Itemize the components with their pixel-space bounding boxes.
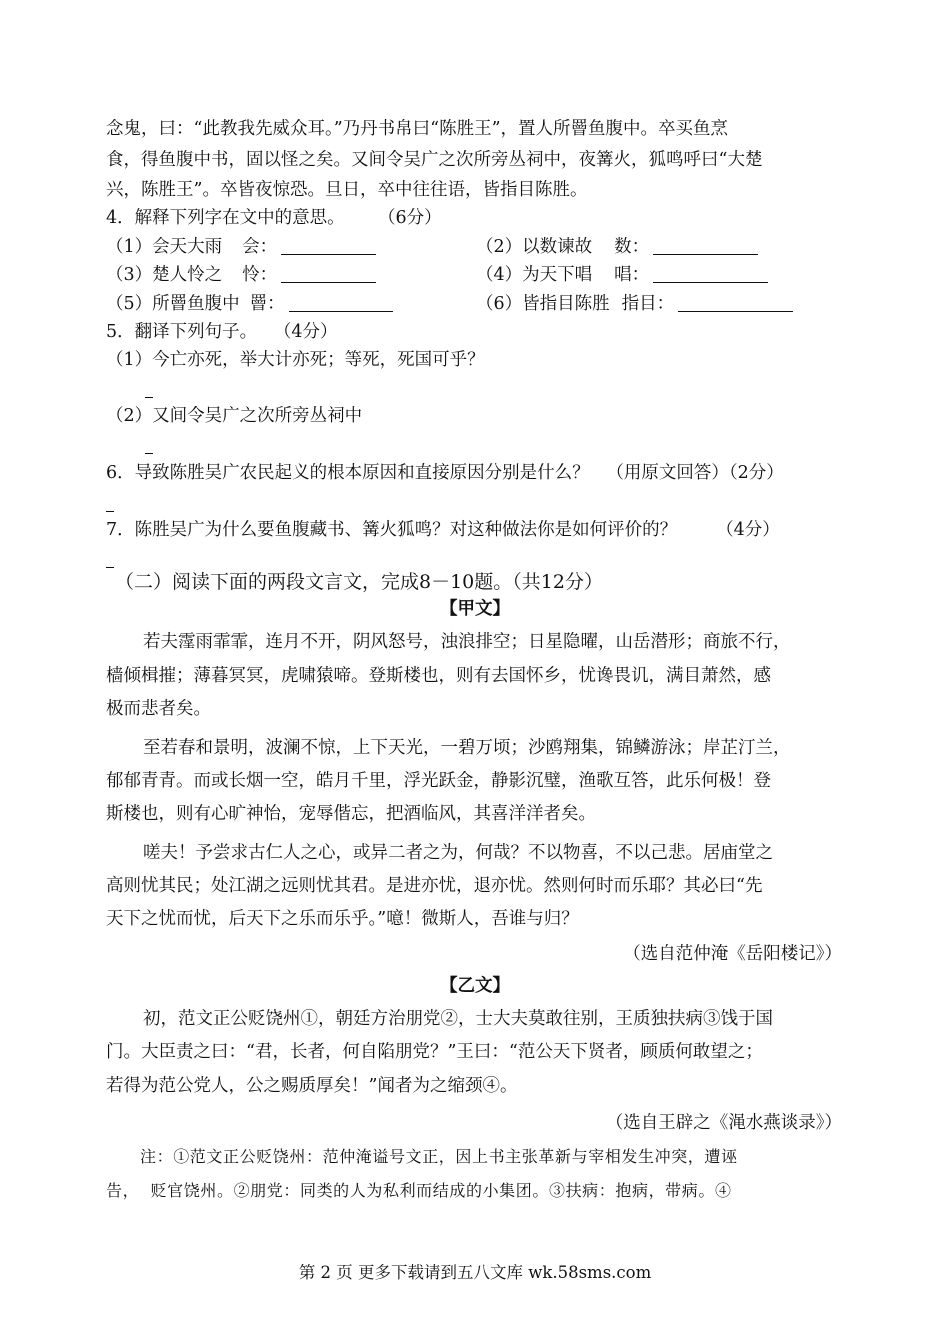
- q4-item-phrase: （3）楚人怜之: [106, 265, 223, 285]
- question-7: 7．陈胜吴广为什么要鱼腹藏书、篝火狐鸣？对这种做法你是如何评价的？ （4分）: [106, 520, 780, 540]
- jia-line: 极而悲者矣。: [106, 699, 211, 719]
- question-5-title: 5．翻译下列句子。 （4分）: [106, 322, 338, 342]
- jia-source: （选自范仲淹《岳阳楼记》）: [623, 944, 842, 964]
- yi-line: 门。大臣责之曰：“君，长者，何自陷朋党？”王曰：“范公天下贤者，顾质何敢望之；: [106, 1042, 763, 1062]
- yi-line: 若得为范公党人，公之赐质厚矣！”闻者为之缩颈④。: [106, 1076, 518, 1096]
- answer-blank[interactable]: [653, 236, 758, 255]
- answer-blank[interactable]: [653, 264, 768, 283]
- answer-line[interactable]: [145, 397, 153, 398]
- answer-blank[interactable]: [289, 293, 393, 312]
- jia-line: 郁郁青青。而或长烟一空，皓月千里，浮光跃金，静影沉璧，渔歌互答，此乐何极！登: [106, 771, 771, 791]
- q4-item-word: 罾：: [249, 294, 285, 314]
- jia-line: 斯楼也，则有心旷神怡，宠辱偕忘，把酒临风，其喜洋洋者矣。: [106, 804, 596, 824]
- q4-item-word: 怜：: [242, 265, 278, 285]
- passage-line: 食，得鱼腹中书，固以怪之矣。又间令吴广之次所旁丛祠中，夜篝火，狐鸣呼曰“大楚: [106, 150, 763, 170]
- answer-line[interactable]: [106, 567, 114, 568]
- question-5-sentence-1: （1）今亡亦死，举大计亦死；等死，死国可乎？: [106, 350, 485, 370]
- answer-blank[interactable]: [281, 264, 376, 283]
- q4-item-phrase: （4）为天下唱: [476, 265, 593, 285]
- q4-item-word: 指目：: [621, 294, 675, 314]
- notes-line: 告， 贬官饶州。②朋党：同类的人为私利而结成的小集团。③扶病：抱病，带病。④: [106, 1181, 732, 1200]
- question-6: 6．导致陈胜吴广农民起义的根本原因和直接原因分别是什么？ （用原文回答）（2分）: [106, 463, 784, 483]
- question-5-sentence-2: （2）又间令吴广之次所旁丛祠中: [106, 406, 363, 426]
- q4-item-phrase: （1）会天大雨: [106, 237, 223, 257]
- q4-item-word: 唱：: [614, 265, 650, 285]
- yi-source: （选自王辟之《渑水燕谈录》）: [605, 1113, 842, 1133]
- yi-line: 初，范文正公贬饶州①，朝廷方治朋党②，士大夫莫敢往别，王质独扶病③饯于国: [143, 1009, 773, 1029]
- jia-label: 【甲文】: [440, 599, 510, 619]
- answer-blank[interactable]: [281, 236, 376, 255]
- section-2-title: （二）阅读下面的两段文言文，完成8－10题。（共12分）: [115, 571, 603, 593]
- passage-line: 兴，陈胜王”。卒皆夜惊恐。旦日，卒中往往语，皆指目陈胜。: [106, 180, 588, 200]
- q4-item-2: [476, 235, 758, 259]
- q4-item-5: [106, 292, 393, 316]
- q4-item-phrase: （6）皆指目陈胜: [476, 294, 610, 314]
- q4-item-phrase: （2）以数谏故: [476, 237, 593, 257]
- q4-item-1: [106, 235, 376, 259]
- yi-label: 【乙文】: [440, 976, 510, 996]
- q4-item-word: 会：: [242, 237, 278, 257]
- jia-line: 天下之忧而忧，后天下之乐而乐乎。”噫！微斯人，吾谁与归？: [106, 909, 579, 929]
- answer-line[interactable]: [145, 453, 153, 454]
- q4-item-4: [476, 263, 768, 287]
- notes-line: 注：①范文正公贬饶州：范仲淹谥号文正，因上书主张革新与宰相发生冲突，遭诬: [140, 1147, 738, 1166]
- q4-item-6: [476, 292, 793, 316]
- page-footer: 第 2 页 更多下载请到五八文库 wk.58sms.com: [298, 1263, 652, 1282]
- answer-blank[interactable]: [678, 293, 793, 312]
- q4-item-word: 数：: [614, 237, 650, 257]
- passage-line: 念鬼，曰：“此教我先威众耳。”乃丹书帛曰“陈胜王”，置人所罾鱼腹中。卒买鱼烹: [106, 119, 729, 139]
- q4-item-3: [106, 263, 376, 287]
- jia-line: 嗟夫！予尝求古仁人之心，或异二者之为，何哉？不以物喜，不以己悲。居庙堂之: [143, 843, 773, 863]
- jia-line: 高则忧其民；处江湖之远则忧其君。是进亦忧，退亦忧。然则何时而乐耶？其必曰“先: [106, 876, 763, 896]
- jia-line: 若夫霪雨霏霏，连月不开，阴风怒号，浊浪排空；日星隐曜，山岳潜形；商旅不行，: [143, 632, 791, 652]
- q4-item-phrase: （5）所罾鱼腹中: [106, 294, 240, 314]
- jia-line: 樯倾楫摧；薄暮冥冥，虎啸猿啼。登斯楼也，则有去国怀乡，忧谗畏讥，满目萧然，感: [106, 666, 771, 686]
- question-4-title: 4．解释下列字在文中的意思。 （6分）: [106, 208, 442, 228]
- jia-line: 至若春和景明，波澜不惊，上下天光，一碧万顷；沙鸥翔集，锦鳞游泳；岸芷汀兰，: [143, 738, 791, 758]
- answer-line[interactable]: [106, 511, 114, 512]
